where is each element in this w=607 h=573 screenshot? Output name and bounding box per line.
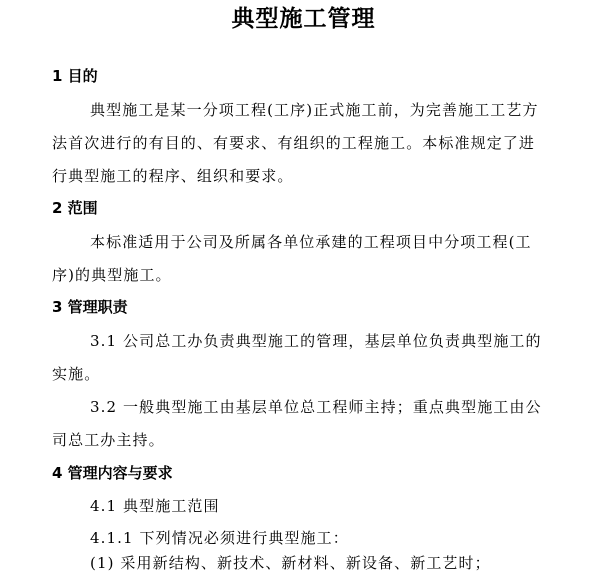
paragraph-line: 序)的典型施工。 — [52, 266, 172, 284]
document-title: 典型施工管理 — [231, 6, 376, 32]
paragraph-line: 典型施工是某一分项工程(工序)正式施工前，为完善施工工艺方 — [90, 101, 539, 119]
paragraph-line: 法首次进行的有目的、有要求、有组织的工程施工。本标准规定了进 — [52, 134, 536, 152]
section-heading-purpose: 1 目的 — [52, 67, 98, 85]
section-heading-content-requirements: 4 管理内容与要求 — [52, 464, 173, 482]
paragraph-line: 本标准适用于公司及所属各单位承建的工程项目中分项工程(工 — [90, 233, 532, 251]
section-heading-responsibilities: 3 管理职责 — [52, 298, 128, 316]
paragraph-line: 3.1 公司总工办负责典型施工的管理，基层单位负责典型施工的 — [90, 332, 542, 350]
section-heading-scope: 2 范围 — [52, 199, 98, 217]
paragraph-line: 4.1.1 下列情况必须进行典型施工： — [90, 529, 349, 547]
paragraph-line: 司总工办主持。 — [52, 431, 165, 449]
paragraph-line: (1) 采用新结构、新技术、新材料、新设备、新工艺时； — [90, 554, 491, 572]
paragraph-line: 实施。 — [52, 365, 101, 383]
paragraph-line: 3.2 一般典型施工由基层单位总工程师主持；重点典型施工由公 — [90, 398, 542, 416]
paragraph-line: 4.1 典型施工范围 — [90, 497, 220, 515]
paragraph-line: 行典型施工的程序、组织和要求。 — [52, 167, 294, 185]
